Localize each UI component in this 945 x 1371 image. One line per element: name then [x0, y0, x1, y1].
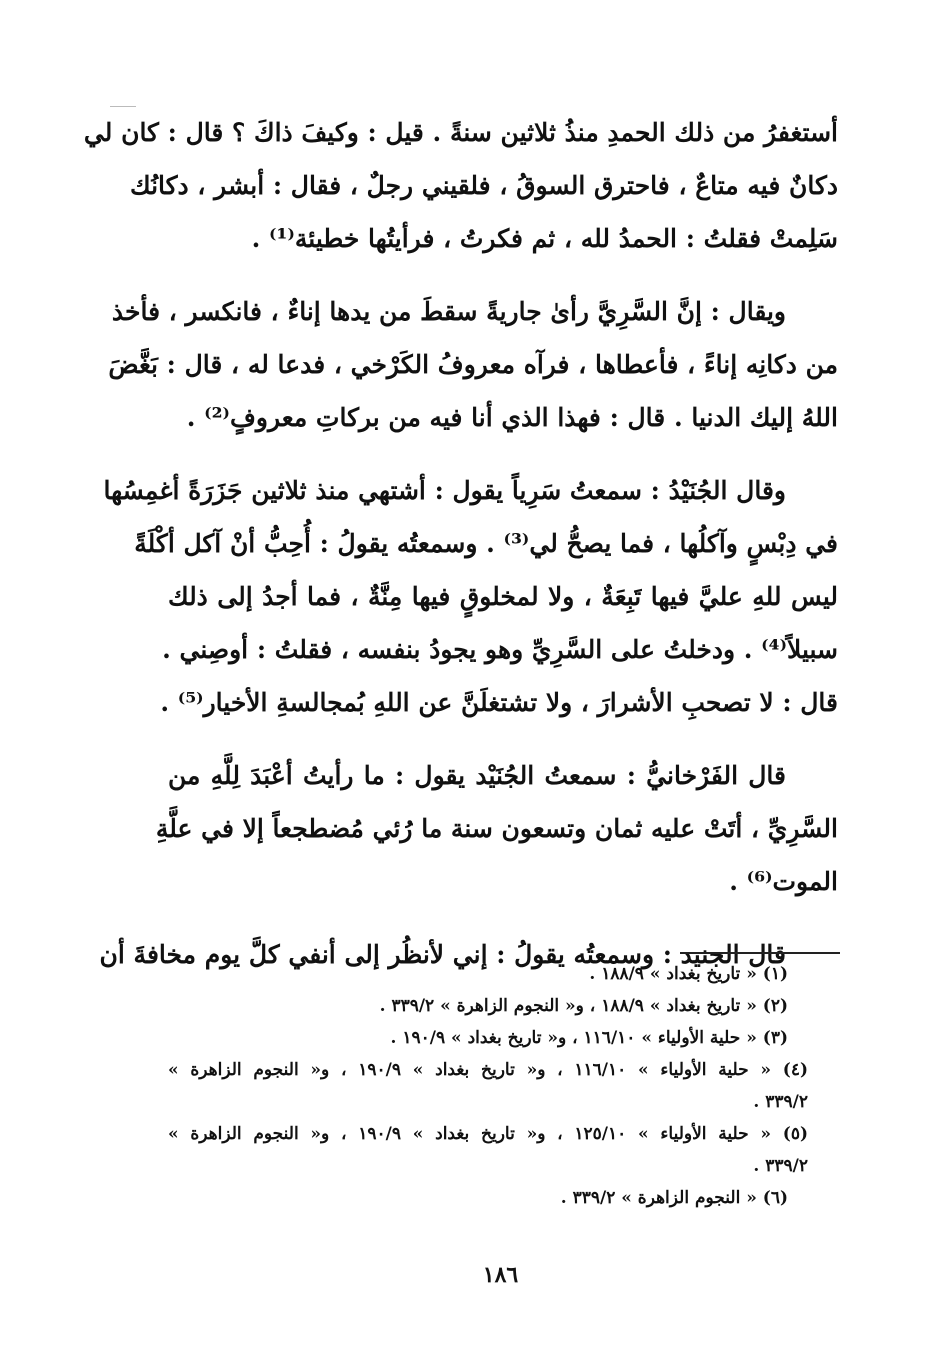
main-text [83, 106, 838, 1001]
text-line: دكانٌ فيه متاعٌ ، فاحترق السوقُ ، فلقيني رجلٌ ، فقال : أبشر ، دكانُك [130, 171, 838, 200]
text-line: قال الفَرْخانيُّ : سمعتُ الجُنَيْد يقول : ما رأيتُ أعْبَدَ لِلَّهِ من [168, 761, 786, 790]
footnote: (٤) « حلية الأولياء » ١١٦/١٠ ، و« تاريخ بغداد » ١٩٠/٩ ، و« النجوم الزاهرة » [168, 1060, 808, 1080]
paragraph [155, 749, 838, 908]
text-line: وقال الجُنَيْدُ : سمعتُ سَرِياً يقول : أشتهي منذ ثلاثين جَزَرَةً أغمِسُها [103, 476, 786, 505]
paragraph [83, 106, 838, 265]
text-line: الموت⁽⁶⁾ . [729, 867, 838, 896]
footnote: (٢) « تاريخ بغداد » ١٨٨/٩ ، و« النجوم الزاهرة » ٣٣٩/٢ . [379, 996, 788, 1016]
paragraph [103, 464, 838, 729]
text-line: قال : لا تصحبِ الأشرارَ ، ولا تشتغلَنَّ عن اللهِ بُمجالسةِ الأخيار⁽⁵⁾ . [160, 688, 838, 717]
footnotes [168, 958, 808, 1214]
footnote: (٥) « حلية الأولياء » ١٢٥/١٠ ، و« تاريخ بغداد » ١٩٠/٩ ، و« النجوم الزاهرة » [168, 1124, 808, 1144]
footnote: (٣) « حلية الأولياء » ١١٦/١٠ ، و« تاريخ بغداد » ١٩٠/٩ . [390, 1028, 788, 1048]
footnote-continuation: ٣٣٩/٢ . [753, 1156, 808, 1176]
page-number-text: ١٨٦ [482, 1262, 519, 1288]
text-line: اللهُ إليك الدنيا . قال : فهذا الذي أنا فيه من بركاتِ معروفٍ⁽²⁾ . [186, 403, 838, 432]
footnote: (١) « تاريخ بغداد » ١٨٨/٩ . [589, 964, 788, 984]
footnote: (٦) « النجوم الزاهرة » ٣٣٩/٢ . [560, 1188, 788, 1208]
text-line: ليس للهِ عليَّ فيها تَبِعَةٌ ، ولا لمخلوقٍ فيها مِنَّةٌ ، فما أجدُ إلى ذلك [168, 582, 838, 611]
paragraph [108, 285, 838, 444]
text-line: من دكانِه إناءً ، فأعطاها ، فرآه معروفُ الكَرْخي ، فدعا له ، قال : بَغَّضَ [108, 350, 838, 379]
text-line: سَلِمتْ فقلتُ : الحمدُ لله ، ثم فكرتُ ، فرأيتُها خطيئة⁽¹⁾ . [251, 224, 838, 253]
text-line: أستغفرُ من ذلك الحمدِ منذُ ثلاثين سنةً . قيل : وكيفَ ذاكَ ؟ قال : كان لي [83, 118, 838, 147]
text-line: ويقال : إنَّ السَّرِيَّ رأىٰ جاريةً سقطَ من يدها إناءٌ ، فانكسر ، فأخذ [111, 297, 786, 326]
footnote-continuation: ٣٣٩/٢ . [753, 1092, 808, 1112]
text-line: سبيلاً⁽⁴⁾ . ودخلتُ على السَّرِيِّ وهو يجودُ بنفسه ، فقلتُ : أوصِني . [162, 635, 838, 664]
page-number [0, 1262, 945, 1288]
footnote-divider [680, 952, 840, 954]
text-line: السَّرِيِّ ، أتَتْ عليه ثمان وتسعون سنة ما رُئي مُضطجعاً إلا في علَّةِ [155, 814, 838, 843]
text-line: في دِبْسٍ وآكلُها ، فما يصحُّ لي⁽³⁾ . وسمعتُه يقولُ : أُحِبُّ أنْ آكل أكْلَةً [134, 529, 838, 558]
text-line: قال الجنيد : وسمعتُه يقولُ : إني لأنظُر إلى أنفي كلَّ يوم مخافةَ أن [99, 940, 786, 969]
